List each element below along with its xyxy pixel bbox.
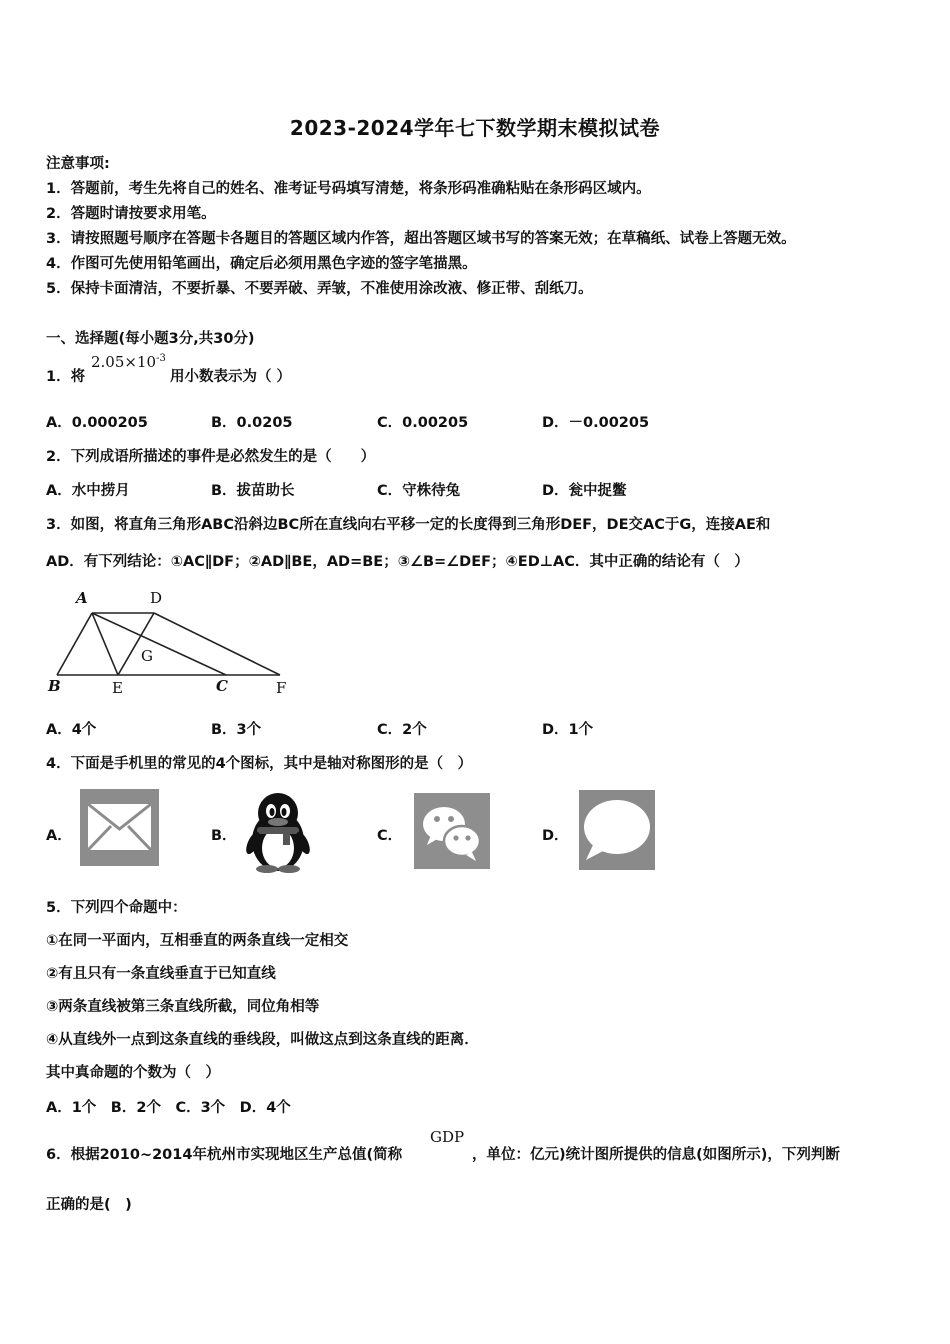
notice-item: 5．保持卡面清洁，不要折暴、不要弄破、弄皱，不准使用涂改液、修正带、刮纸刀。 xyxy=(46,281,593,297)
statement-4: ④从直线外一点到这条直线的垂线段，叫做这点到这条直线的距离． xyxy=(46,1032,479,1048)
option-d: D．瓮中捉鳖 xyxy=(542,483,627,499)
notice-item: 2．答题时请按要求用笔。 xyxy=(46,206,216,222)
label-a: A xyxy=(76,589,88,607)
line-de xyxy=(118,613,154,675)
question-6-suffix: ，单位：亿元)统计图所提供的信息(如图所示)，下列判断 xyxy=(472,1147,840,1163)
question-1-prefix: 1．将 xyxy=(46,369,86,385)
question-2-stem: 2．下列成语所描述的事件是必然发生的是（ ） xyxy=(46,449,376,465)
line-ac xyxy=(92,613,226,675)
option-b: B．0.0205 xyxy=(211,415,293,431)
question-3-line1: 3．如图，将直角三角形ABC沿斜边BC所在直线向右平移一定的长度得到三角形DEF，DE交AC于G，连接AE和 xyxy=(46,517,771,533)
section-heading: 一、选择题(每小题3分,共30分) xyxy=(46,331,255,347)
label-e: E xyxy=(112,679,123,697)
option-d: D． xyxy=(542,828,569,844)
notice-item: 4．作图可先使用铅笔画出，确定后必须用黑色字迹的签字笔描黑。 xyxy=(46,256,477,272)
statement-3: ③两条直线被第三条直线所截，同位角相等 xyxy=(46,999,320,1015)
question-6-line2: 正确的是( ) xyxy=(46,1197,132,1213)
option-b: B．拔苗助长 xyxy=(211,483,295,499)
question-1-math: $2.05\times 10^{-3}$ xyxy=(91,353,166,371)
option-c: C．0.00205 xyxy=(377,415,469,431)
option-c: C．守株待兔 xyxy=(377,483,461,499)
option-d: D．－0.00205 xyxy=(542,415,650,431)
line-df xyxy=(154,613,280,675)
question-5-options: A．1个 B．2个 C．3个 D．4个 xyxy=(46,1100,291,1116)
notice-heading: 注意事项: xyxy=(46,156,110,172)
question-5-stem: 5．下列四个命题中： xyxy=(46,900,187,916)
option-b: B．3个 xyxy=(211,722,262,738)
line-ab xyxy=(57,613,92,675)
line-ae xyxy=(92,613,118,675)
option-a: A．4个 xyxy=(46,722,97,738)
question-5-question: 其中真命题的个数为（ ） xyxy=(46,1065,220,1081)
question-6-prefix: 6．根据2010~2014年杭州市实现地区生产总值(简称 xyxy=(46,1147,403,1163)
question-1-suffix: 用小数表示为（ ） xyxy=(170,369,292,385)
label-c: C xyxy=(216,677,228,695)
question-6-math: GDP xyxy=(430,1128,465,1146)
notice-item: 1．答题前，考生先将自己的姓名、准考证号码填写清楚，将条形码准确粘贴在条形码区域内。 xyxy=(46,181,651,197)
triangle-figure xyxy=(40,585,300,700)
envelope-icon xyxy=(80,789,159,866)
notice-item: 3．请按照题号顺序在答题卡各题目的答题区域内作答，超出答题区域书写的答案无效；在草稿纸、试卷上答题无效。 xyxy=(46,231,796,247)
label-g: G xyxy=(141,647,153,665)
page-title: 2023-2024学年七下数学期末模拟试卷 xyxy=(289,116,661,140)
option-d: D．1个 xyxy=(542,722,594,738)
label-f: F xyxy=(276,679,287,697)
option-a: A． xyxy=(46,828,72,844)
label-d: D xyxy=(150,589,163,607)
option-c: C．2个 xyxy=(377,722,427,738)
statement-1: ①在同一平面内，互相垂直的两条直线一定相交 xyxy=(46,933,349,949)
option-c: C． xyxy=(377,828,403,844)
label-b: B xyxy=(48,677,61,695)
statement-2: ②有且只有一条直线垂直于已知直线 xyxy=(46,966,276,982)
chat-bubbles-icon xyxy=(414,793,490,869)
speech-bubble-icon xyxy=(579,790,655,870)
penguin-icon xyxy=(243,793,313,873)
question-3-line2: AD．有下列结论：①AC∥DF；②AD∥BE，AD=BE；③∠B=∠DEF；④ED⊥AC．其中正确的结论有（ ） xyxy=(46,554,749,570)
question-4-stem: 4．下面是手机里的常见的4个图标，其中是轴对称图形的是（ ） xyxy=(46,756,473,772)
option-a: A．水中捞月 xyxy=(46,483,130,499)
option-b: B． xyxy=(211,828,237,844)
option-a: A．0.000205 xyxy=(46,415,148,431)
